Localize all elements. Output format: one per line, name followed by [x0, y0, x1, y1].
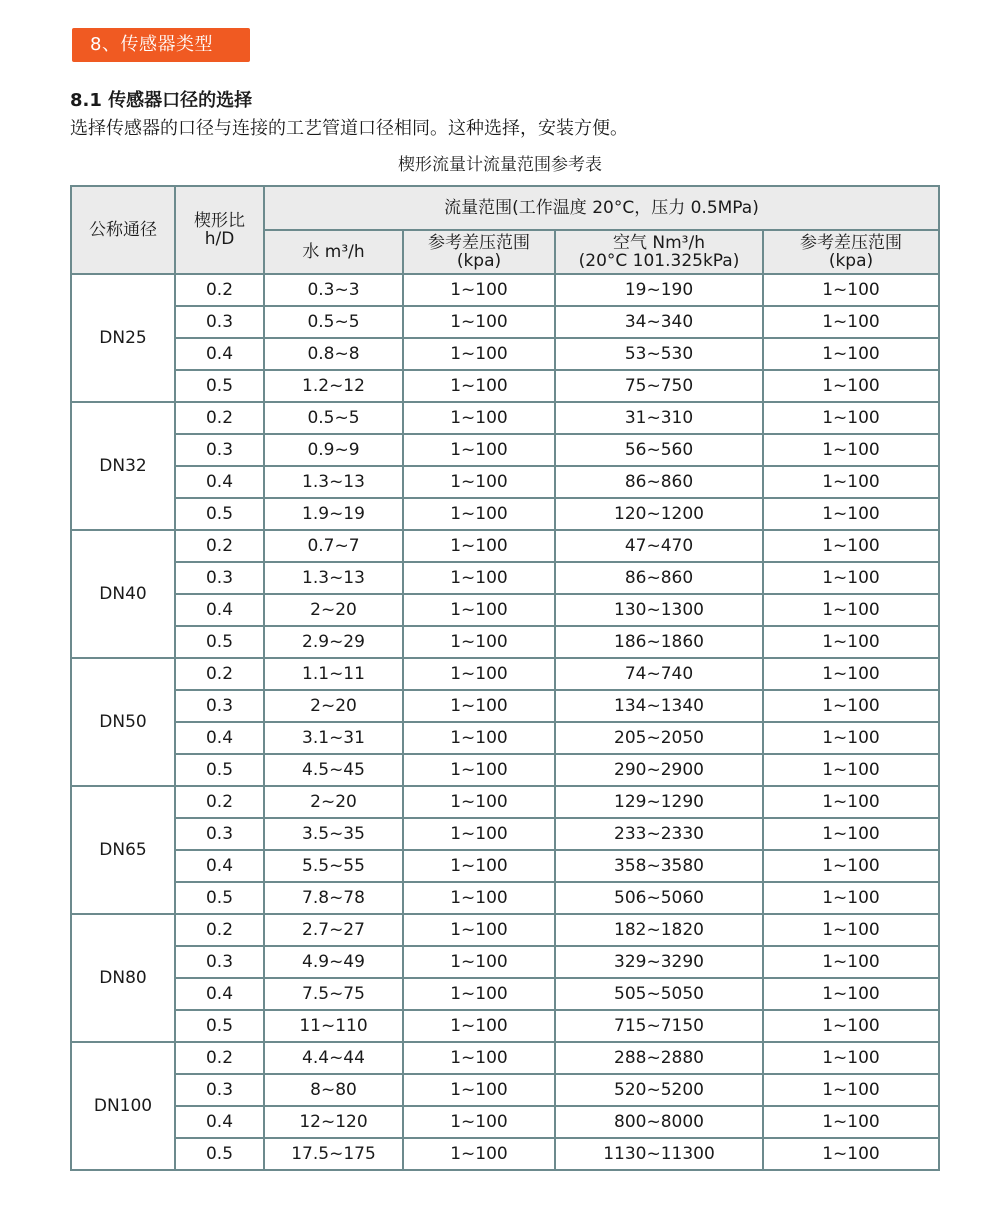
header-ref-dp-air [763, 230, 939, 274]
cell-air-range: 86~860 [555, 466, 763, 498]
table-row [71, 914, 939, 946]
cell-ref-dp-air: 1~100 [763, 274, 939, 306]
cell-wedge-ratio: 0.2 [175, 1042, 264, 1074]
cell-wedge-ratio: 0.4 [175, 1106, 264, 1138]
table-row [71, 1074, 939, 1106]
cell-water-range: 11~110 [264, 1010, 403, 1042]
cell-ref-dp-water: 1~100 [403, 658, 555, 690]
header-ref-dp-water [403, 230, 555, 274]
table-row [71, 850, 939, 882]
table-row [71, 370, 939, 402]
cell-ref-dp-water: 1~100 [403, 1138, 555, 1170]
cell-nominal-diameter: DN40 [71, 530, 175, 658]
cell-ref-dp-water: 1~100 [403, 402, 555, 434]
table-row [71, 338, 939, 370]
cell-nominal-diameter: DN32 [71, 402, 175, 530]
cell-air-range: 233~2330 [555, 818, 763, 850]
cell-ref-dp-water: 1~100 [403, 594, 555, 626]
header-ref-dp-air-line1: 参考差压范围 [800, 233, 902, 253]
table-row [71, 946, 939, 978]
cell-ref-dp-water: 1~100 [403, 1010, 555, 1042]
cell-water-range: 4.9~49 [264, 946, 403, 978]
cell-water-range: 5.5~55 [264, 850, 403, 882]
table-row [71, 978, 939, 1010]
cell-ref-dp-air: 1~100 [763, 818, 939, 850]
cell-ref-dp-air: 1~100 [763, 946, 939, 978]
cell-ref-dp-air: 1~100 [763, 882, 939, 914]
cell-ref-dp-air: 1~100 [763, 434, 939, 466]
cell-air-range: 34~340 [555, 306, 763, 338]
cell-air-range: 120~1200 [555, 498, 763, 530]
cell-wedge-ratio: 0.2 [175, 530, 264, 562]
cell-air-range: 329~3290 [555, 946, 763, 978]
cell-wedge-ratio: 0.2 [175, 914, 264, 946]
cell-ref-dp-water: 1~100 [403, 306, 555, 338]
table-row [71, 594, 939, 626]
cell-ref-dp-water: 1~100 [403, 530, 555, 562]
cell-wedge-ratio: 0.4 [175, 594, 264, 626]
table-row [71, 1010, 939, 1042]
cell-air-range: 53~530 [555, 338, 763, 370]
cell-air-range: 800~8000 [555, 1106, 763, 1138]
cell-wedge-ratio: 0.3 [175, 1074, 264, 1106]
cell-ref-dp-water: 1~100 [403, 818, 555, 850]
cell-wedge-ratio: 0.5 [175, 882, 264, 914]
header-ref-dp-air-line2: (kpa) [828, 251, 874, 271]
cell-water-range: 2~20 [264, 690, 403, 722]
cell-ref-dp-air: 1~100 [763, 562, 939, 594]
cell-air-range: 86~860 [555, 562, 763, 594]
cell-ref-dp-air: 1~100 [763, 978, 939, 1010]
cell-ref-dp-air: 1~100 [763, 1042, 939, 1074]
cell-ref-dp-air: 1~100 [763, 1106, 939, 1138]
cell-ref-dp-water: 1~100 [403, 338, 555, 370]
cell-wedge-ratio: 0.5 [175, 626, 264, 658]
table-row [71, 562, 939, 594]
table-row [71, 274, 939, 306]
cell-ref-dp-air: 1~100 [763, 1074, 939, 1106]
cell-ref-dp-water: 1~100 [403, 562, 555, 594]
description-text: 选择传感器的口径与连接的工艺管道口径相同。这种选择，安装方便。 [70, 118, 628, 139]
cell-ref-dp-water: 1~100 [403, 722, 555, 754]
cell-air-range: 1130~11300 [555, 1138, 763, 1170]
cell-air-range: 56~560 [555, 434, 763, 466]
cell-air-range: 19~190 [555, 274, 763, 306]
cell-ref-dp-water: 1~100 [403, 1074, 555, 1106]
cell-wedge-ratio: 0.3 [175, 306, 264, 338]
cell-ref-dp-water: 1~100 [403, 754, 555, 786]
table-caption: 楔形流量计流量范围参考表 [398, 155, 602, 175]
table-row [71, 882, 939, 914]
cell-water-range: 7.5~75 [264, 978, 403, 1010]
cell-ref-dp-water: 1~100 [403, 274, 555, 306]
table-body [71, 274, 939, 1170]
header-air-line2: (20°C 101.325kPa) [578, 251, 740, 271]
cell-water-range: 4.4~44 [264, 1042, 403, 1074]
cell-water-range: 3.5~35 [264, 818, 403, 850]
cell-air-range: 505~5050 [555, 978, 763, 1010]
cell-water-range: 4.5~45 [264, 754, 403, 786]
table-row [71, 530, 939, 562]
table-row [71, 1106, 939, 1138]
cell-water-range: 0.9~9 [264, 434, 403, 466]
cell-wedge-ratio: 0.3 [175, 690, 264, 722]
subsection-title: 8.1 传感器口径的选择 [70, 90, 253, 111]
cell-water-range: 2.9~29 [264, 626, 403, 658]
cell-wedge-ratio: 0.5 [175, 1138, 264, 1170]
table-row [71, 306, 939, 338]
header-air-line1: 空气 Nm³/h [613, 233, 705, 253]
cell-ref-dp-water: 1~100 [403, 690, 555, 722]
cell-air-range: 520~5200 [555, 1074, 763, 1106]
table-row [71, 626, 939, 658]
cell-water-range: 1.3~13 [264, 466, 403, 498]
cell-air-range: 288~2880 [555, 1042, 763, 1074]
cell-water-range: 0.7~7 [264, 530, 403, 562]
table-row [71, 466, 939, 498]
header-ref-dp-water-line2: (kpa) [456, 251, 502, 271]
header-wedge-ratio-line2: h/D [204, 229, 235, 249]
cell-wedge-ratio: 0.4 [175, 722, 264, 754]
cell-wedge-ratio: 0.3 [175, 562, 264, 594]
cell-air-range: 31~310 [555, 402, 763, 434]
cell-ref-dp-air: 1~100 [763, 306, 939, 338]
cell-wedge-ratio: 0.5 [175, 370, 264, 402]
table-row [71, 1138, 939, 1170]
table-row [71, 690, 939, 722]
table-row [71, 818, 939, 850]
cell-ref-dp-air: 1~100 [763, 850, 939, 882]
cell-ref-dp-water: 1~100 [403, 914, 555, 946]
cell-wedge-ratio: 0.2 [175, 658, 264, 690]
cell-wedge-ratio: 0.2 [175, 402, 264, 434]
cell-wedge-ratio: 0.4 [175, 978, 264, 1010]
cell-water-range: 0.5~5 [264, 306, 403, 338]
table-row [71, 1042, 939, 1074]
cell-air-range: 182~1820 [555, 914, 763, 946]
table-row [71, 402, 939, 434]
cell-ref-dp-air: 1~100 [763, 370, 939, 402]
cell-ref-dp-water: 1~100 [403, 1106, 555, 1138]
cell-nominal-diameter: DN65 [71, 786, 175, 914]
header-wedge-ratio [175, 186, 264, 274]
cell-water-range: 17.5~175 [264, 1138, 403, 1170]
cell-air-range: 129~1290 [555, 786, 763, 818]
cell-water-range: 1.9~19 [264, 498, 403, 530]
cell-ref-dp-air: 1~100 [763, 594, 939, 626]
cell-ref-dp-air: 1~100 [763, 338, 939, 370]
cell-water-range: 1.1~11 [264, 658, 403, 690]
cell-ref-dp-air: 1~100 [763, 402, 939, 434]
cell-ref-dp-water: 1~100 [403, 946, 555, 978]
cell-water-range: 8~80 [264, 1074, 403, 1106]
cell-air-range: 358~3580 [555, 850, 763, 882]
cell-water-range: 12~120 [264, 1106, 403, 1138]
cell-wedge-ratio: 0.2 [175, 786, 264, 818]
header-water: 水 m³/h [264, 230, 403, 274]
cell-ref-dp-water: 1~100 [403, 498, 555, 530]
cell-water-range: 2~20 [264, 786, 403, 818]
header-air [555, 230, 763, 274]
cell-water-range: 7.8~78 [264, 882, 403, 914]
flow-range-table [70, 185, 940, 1171]
cell-air-range: 130~1300 [555, 594, 763, 626]
cell-nominal-diameter: DN80 [71, 914, 175, 1042]
header-nominal-diameter: 公称通径 [71, 186, 175, 274]
table-row [71, 658, 939, 690]
header-flow-range: 流量范围(工作温度 20°C，压力 0.5MPa) [264, 186, 939, 230]
cell-water-range: 2~20 [264, 594, 403, 626]
cell-water-range: 3.1~31 [264, 722, 403, 754]
cell-wedge-ratio: 0.4 [175, 466, 264, 498]
cell-wedge-ratio: 0.4 [175, 338, 264, 370]
cell-wedge-ratio: 0.5 [175, 754, 264, 786]
cell-ref-dp-air: 1~100 [763, 626, 939, 658]
cell-air-range: 186~1860 [555, 626, 763, 658]
cell-wedge-ratio: 0.5 [175, 1010, 264, 1042]
header-ref-dp-water-line1: 参考差压范围 [428, 233, 530, 253]
cell-ref-dp-air: 1~100 [763, 914, 939, 946]
cell-ref-dp-air: 1~100 [763, 722, 939, 754]
cell-air-range: 205~2050 [555, 722, 763, 754]
cell-water-range: 0.5~5 [264, 402, 403, 434]
cell-ref-dp-air: 1~100 [763, 530, 939, 562]
cell-wedge-ratio: 0.5 [175, 498, 264, 530]
cell-air-range: 74~740 [555, 658, 763, 690]
section-badge: 8、传感器类型 [72, 28, 250, 62]
cell-ref-dp-water: 1~100 [403, 434, 555, 466]
cell-wedge-ratio: 0.2 [175, 274, 264, 306]
cell-ref-dp-air: 1~100 [763, 1138, 939, 1170]
cell-ref-dp-water: 1~100 [403, 466, 555, 498]
cell-ref-dp-water: 1~100 [403, 882, 555, 914]
cell-water-range: 1.2~12 [264, 370, 403, 402]
cell-air-range: 134~1340 [555, 690, 763, 722]
cell-nominal-diameter: DN100 [71, 1042, 175, 1170]
cell-wedge-ratio: 0.3 [175, 434, 264, 466]
cell-water-range: 0.8~8 [264, 338, 403, 370]
cell-ref-dp-air: 1~100 [763, 786, 939, 818]
cell-air-range: 290~2900 [555, 754, 763, 786]
cell-wedge-ratio: 0.3 [175, 818, 264, 850]
cell-water-range: 0.3~3 [264, 274, 403, 306]
cell-water-range: 1.3~13 [264, 562, 403, 594]
cell-ref-dp-air: 1~100 [763, 498, 939, 530]
cell-ref-dp-water: 1~100 [403, 1042, 555, 1074]
cell-ref-dp-water: 1~100 [403, 978, 555, 1010]
table-row [71, 786, 939, 818]
cell-ref-dp-water: 1~100 [403, 626, 555, 658]
cell-nominal-diameter: DN50 [71, 658, 175, 786]
cell-air-range: 506~5060 [555, 882, 763, 914]
cell-air-range: 715~7150 [555, 1010, 763, 1042]
cell-ref-dp-air: 1~100 [763, 1010, 939, 1042]
cell-ref-dp-air: 1~100 [763, 690, 939, 722]
cell-ref-dp-air: 1~100 [763, 466, 939, 498]
cell-nominal-diameter: DN25 [71, 274, 175, 402]
table-row [71, 754, 939, 786]
cell-ref-dp-water: 1~100 [403, 370, 555, 402]
table-row [71, 434, 939, 466]
cell-ref-dp-water: 1~100 [403, 850, 555, 882]
cell-air-range: 47~470 [555, 530, 763, 562]
cell-wedge-ratio: 0.4 [175, 850, 264, 882]
cell-ref-dp-water: 1~100 [403, 786, 555, 818]
table-row [71, 498, 939, 530]
cell-water-range: 2.7~27 [264, 914, 403, 946]
cell-ref-dp-air: 1~100 [763, 658, 939, 690]
cell-air-range: 75~750 [555, 370, 763, 402]
header-wedge-ratio-line1: 楔形比 [194, 211, 245, 231]
cell-wedge-ratio: 0.3 [175, 946, 264, 978]
cell-ref-dp-air: 1~100 [763, 754, 939, 786]
table-row [71, 722, 939, 754]
